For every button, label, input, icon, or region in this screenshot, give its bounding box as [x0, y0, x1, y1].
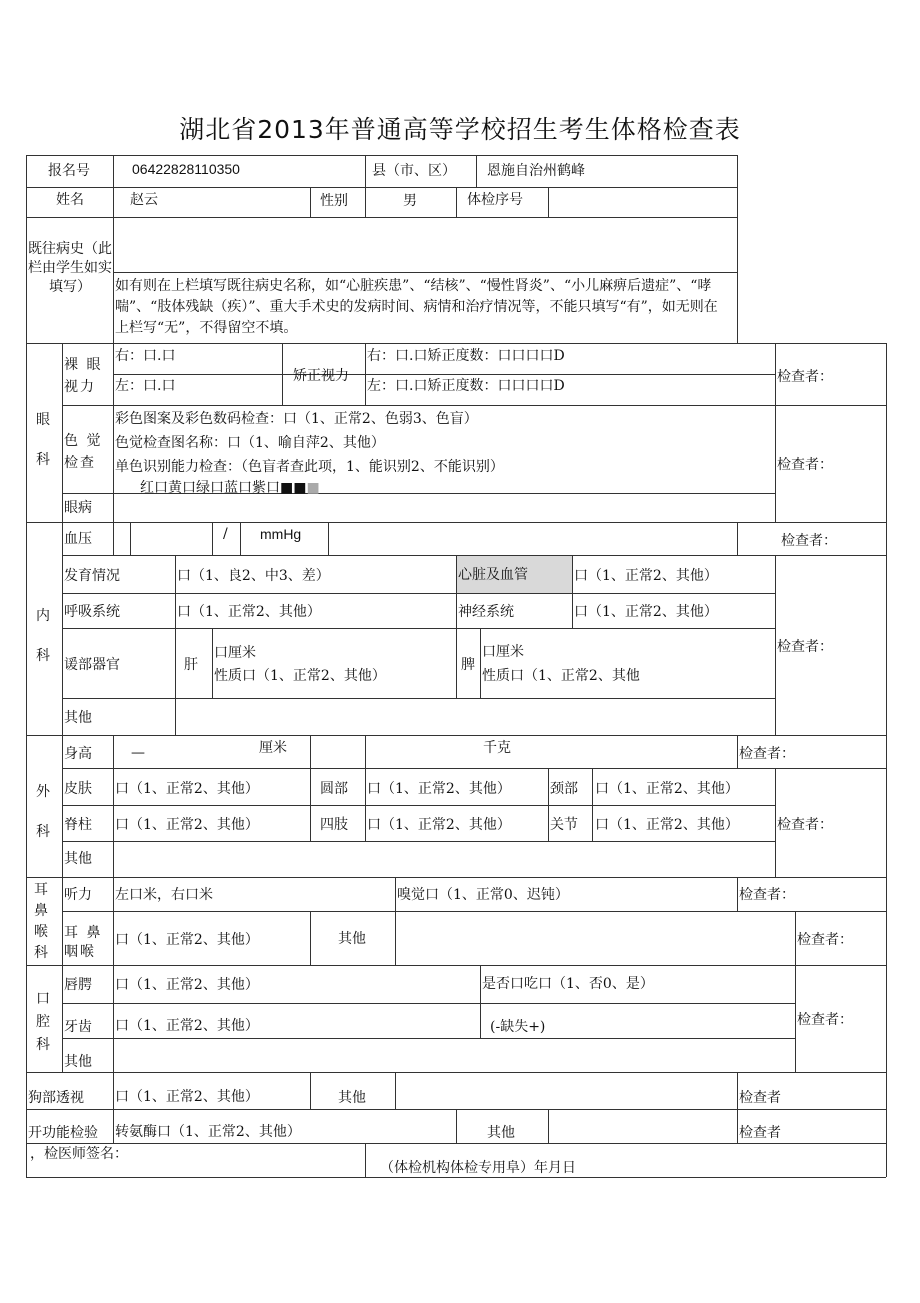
smell-value: 嗅觉口（1、正常0、迟钝） — [397, 887, 569, 903]
internal-other-label: 其他 — [64, 710, 92, 726]
rule — [480, 628, 481, 698]
rule — [395, 911, 396, 965]
rule — [26, 187, 737, 188]
rule — [365, 768, 366, 841]
gender-label: 性别 — [320, 193, 348, 209]
rule — [113, 343, 114, 522]
bp-unit: mmHg — [260, 526, 302, 542]
rule — [737, 155, 738, 343]
rule — [240, 522, 241, 555]
eye-section-label: 眼科 — [36, 412, 50, 468]
rule — [328, 522, 329, 555]
rule — [548, 768, 549, 841]
reg-no-label: 报名号 — [48, 163, 90, 179]
rule — [310, 768, 311, 841]
teeth-missing: (-缺失+) — [490, 1019, 546, 1035]
rule — [395, 877, 396, 911]
rule — [456, 187, 457, 217]
oral-other-label: 其他 — [64, 1054, 92, 1070]
neck-label: 颈部 — [550, 781, 578, 797]
surgery-section-label: 外科 — [36, 784, 50, 840]
limb-label: 四肢 — [320, 817, 348, 833]
rule — [130, 522, 131, 555]
rule — [26, 877, 886, 878]
naked-right: 右：口.口 — [115, 348, 176, 364]
rule — [26, 217, 737, 218]
rule — [113, 374, 775, 375]
ent-examiner: 检查者： — [797, 932, 853, 948]
rule — [548, 187, 549, 217]
rule — [310, 735, 311, 768]
rule — [310, 187, 311, 217]
rule — [365, 343, 366, 405]
history-instructions: 如有则在上栏填写既往病史名称，如“心脏疾患”、“结核”、“慢性肾炎”、“小儿麻痹后遗症”、“哮喘”、“肢体残缺（疾）”、重大手术史的发病时间、病情和治疗情况等，不能只填写“有”，如无则在上栏写“无”，不得留空不填。 — [115, 278, 718, 336]
oral-examiner: 检查者： — [797, 1012, 853, 1028]
rule — [737, 735, 738, 768]
liver-fn-examiner: 检查者 — [739, 1125, 781, 1141]
lip-value: 口（1、正常2、其他） — [115, 977, 259, 993]
eye-disease-label: 眼病 — [64, 500, 92, 516]
rule — [113, 522, 114, 555]
liver-fn-label: 开功能检验 — [28, 1125, 98, 1141]
rule — [886, 343, 887, 1177]
rule — [456, 628, 457, 698]
rule — [737, 522, 738, 555]
heart-value: 口（1、正常2、其他） — [574, 568, 718, 584]
name-label: 姓名 — [56, 192, 84, 208]
rule — [310, 911, 311, 965]
nerve-label: 神经系统 — [458, 604, 514, 620]
rule — [113, 155, 114, 343]
lip-label: 唇腭 — [64, 977, 92, 993]
internal-section-label: 内科 — [36, 608, 50, 664]
joint-label: 关节 — [550, 817, 578, 833]
rule — [26, 522, 886, 523]
teeth-label: 牙齿 — [64, 1019, 92, 1035]
rule — [62, 405, 886, 406]
skin-value: 口（1、正常2、其他） — [115, 781, 259, 797]
oral-section-label: 口腔科 — [36, 991, 50, 1053]
rule — [62, 698, 775, 699]
ent-other-label: 其他 — [338, 931, 366, 947]
rule — [775, 555, 776, 735]
rule — [365, 1143, 366, 1177]
skin-label: 皮肤 — [64, 781, 92, 797]
rule — [310, 1072, 311, 1109]
color-line-4-text: 红口黄口绿口蓝口紫口■■ — [140, 480, 307, 496]
name-value: 赵云 — [130, 192, 158, 208]
rule — [26, 1072, 886, 1073]
rule — [548, 1109, 549, 1143]
bp-slash: / — [223, 526, 228, 542]
rule — [795, 965, 796, 1072]
liver-quality: 性质口（1、正常2、其他） — [214, 668, 386, 684]
rule — [212, 522, 213, 555]
heart-label: 心脏及血管 — [458, 567, 528, 583]
height-unit: 厘米 — [259, 740, 287, 756]
rule — [113, 965, 114, 1072]
rule — [62, 343, 63, 1072]
color-line-2: 色觉检查图名称：口（1、喻自萍2、其他） — [115, 435, 385, 451]
chest-other-label: 其他 — [338, 1090, 366, 1106]
gender-value: 男 — [403, 193, 417, 209]
rule — [113, 735, 114, 877]
face-label: 圆部 — [320, 781, 348, 797]
reg-no-value: 06422828110350 — [132, 161, 240, 177]
rule — [62, 841, 775, 842]
rule — [62, 555, 886, 556]
rule — [62, 1003, 795, 1004]
hearing-examiner: 检查者： — [739, 887, 795, 903]
rule — [775, 343, 776, 522]
nose-throat-value: 口（1、正常2、其他） — [115, 932, 259, 948]
nerve-value: 口（1、正常2、其他） — [574, 604, 718, 620]
rule — [113, 877, 114, 965]
spleen-quality: 性质口（1、正常2、其他 — [482, 668, 640, 684]
color-line-3: 单色识别能力检查：（色盲者查此项，1、能识别2、不能识别） — [115, 459, 504, 475]
surgery-other-label: 其他 — [64, 851, 92, 867]
county-label: 县（市、区） — [372, 163, 456, 179]
color-examiner: 检查者： — [777, 457, 833, 473]
rule — [175, 555, 176, 735]
rule — [62, 593, 775, 594]
page-title: 湖北省2013年普通高等学校招生考生体格检查表 — [179, 115, 741, 144]
spleen-size: 口厘米 — [482, 644, 524, 660]
rule — [476, 155, 477, 187]
county-value: 恩施自治州鹤峰 — [487, 163, 585, 179]
chest-examiner: 检查者 — [739, 1090, 781, 1106]
spleen-label: 脾 — [461, 657, 475, 673]
dev-value: 口（1、良2、中3、差） — [177, 568, 330, 584]
exam-no-label: 体检序号 — [467, 192, 523, 208]
liver-size: 口厘米 — [214, 645, 256, 661]
history-label: 既往病史（此栏由学生如实填写） — [28, 241, 112, 295]
rule — [62, 628, 775, 629]
naked-vision-label: 裸 眼视力 — [64, 357, 103, 395]
rule — [775, 768, 776, 877]
dev-label: 发育情况 — [64, 568, 120, 584]
rule — [737, 877, 738, 911]
height-label: 身高 — [64, 746, 92, 762]
resp-value: 口（1、正常2、其他） — [177, 604, 321, 620]
rule — [26, 155, 737, 156]
surgery-examiner: 检查者： — [777, 817, 833, 833]
rule — [62, 805, 775, 806]
neck-value: 口（1、正常2、其他） — [595, 781, 739, 797]
liver-fn-value: 转氨酶口（1、正常2、其他） — [115, 1124, 301, 1140]
rule — [480, 965, 481, 1038]
internal-examiner: 检查者： — [777, 639, 833, 655]
rule — [456, 555, 457, 628]
corrected-vision-label: 矫正视力 — [293, 368, 349, 384]
limb-value: 口（1、正常2、其他） — [367, 817, 511, 833]
stutter-value: 是否口吃口（1、否0、是） — [482, 976, 654, 992]
rule — [26, 965, 886, 966]
joint-value: 口（1、正常2、其他） — [595, 817, 739, 833]
nose-throat-label: 耳 鼻咽喉 — [64, 925, 103, 960]
naked-left: 左：口.口 — [115, 378, 176, 394]
doctor-signature-label: ，检医师签名： — [30, 1146, 128, 1162]
gray-square: ■ — [306, 480, 320, 496]
face-value: 口（1、正常2、其他） — [367, 781, 511, 797]
rule — [365, 155, 366, 217]
weight-unit: 千克 — [483, 740, 511, 756]
rule — [62, 911, 886, 912]
rule — [737, 1072, 738, 1143]
rule — [113, 1072, 114, 1143]
teeth-value: 口（1、正常2、其他） — [115, 1018, 259, 1034]
abdomen-label: 谖部器官 — [64, 657, 120, 673]
bp-label: 血压 — [64, 531, 92, 547]
spine-value: 口（1、正常2、其他） — [115, 817, 259, 833]
color-line-1: 彩色图案及彩色数码检查：口（1、正常2、色弱3、色盲） — [115, 411, 478, 427]
liver-label: 肝 — [184, 657, 198, 673]
height-dash: — — [131, 745, 145, 761]
hearing-label: 听力 — [64, 887, 92, 903]
rule — [62, 1038, 795, 1039]
ent-section-label: 耳鼻喉科 — [34, 882, 48, 961]
spine-label: 脊柱 — [64, 817, 92, 833]
liver-fn-other-label: 其他 — [487, 1125, 515, 1141]
rule — [26, 343, 886, 344]
rule — [795, 911, 796, 965]
rule — [395, 1072, 396, 1109]
hearing-value: 左口米，右口米 — [115, 887, 213, 903]
corrected-left: 左：口.口矫正度数：口口口口D — [367, 378, 565, 394]
rule — [592, 768, 593, 841]
height-examiner: 检查者： — [739, 746, 795, 762]
rule — [26, 1177, 886, 1178]
bp-examiner: 检查者： — [781, 533, 837, 549]
rule — [26, 155, 27, 1177]
chest-value: 口（1、正常2、其他） — [115, 1089, 259, 1105]
rule — [282, 343, 283, 405]
rule — [26, 735, 886, 736]
rule — [572, 555, 573, 628]
stamp-date-label: （体检机构体检专用阜）年月日 — [380, 1160, 576, 1176]
rule — [212, 628, 213, 698]
resp-label: 呼吸系统 — [64, 604, 120, 620]
chest-label: 狗部透视 — [28, 1090, 84, 1106]
rule — [456, 1109, 457, 1143]
rule — [62, 768, 886, 769]
corrected-right: 右：口.口矫正度数：口口口口D — [367, 348, 565, 364]
color-vision-label: 色 觉检查 — [64, 433, 103, 471]
eye-vision-examiner: 检查者： — [777, 369, 833, 385]
rule — [26, 1143, 886, 1144]
rule — [113, 272, 737, 273]
rule — [365, 735, 366, 768]
color-line-4 — [140, 479, 320, 497]
